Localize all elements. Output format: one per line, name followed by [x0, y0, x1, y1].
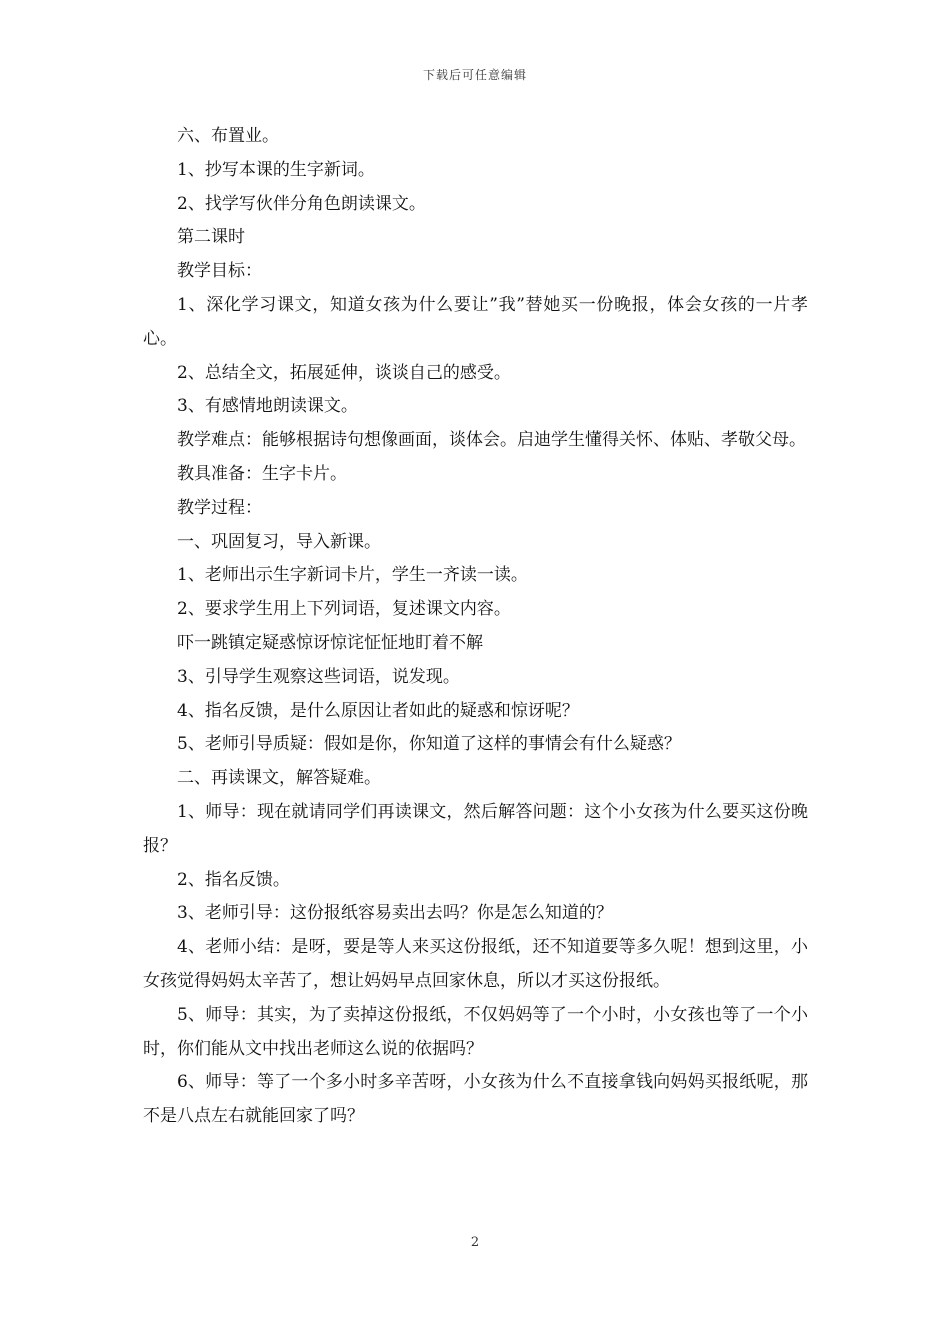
paragraph: 六、布置业。	[177, 126, 279, 146]
paragraph: 1、深化学习课文，知道女孩为什么要让”我”替她买一份晚报，体会女孩的一片孝心。	[143, 294, 808, 349]
paragraph: 2、指名反馈。	[177, 869, 290, 890]
paragraph: 教具准备：生字卡片。	[177, 463, 347, 484]
paragraph: 1、抄写本课的生字新词。	[177, 159, 375, 180]
paragraph: 2、总结全文，拓展延伸，谈谈自己的感受。	[177, 362, 511, 383]
page-number: 2	[470, 1235, 480, 1250]
paragraph: 4、老师小结：是呀，要是等人来买这份报纸，还不知道要等多久呢！想到这里，小女孩觉得妈妈太辛苦了，想让妈妈早点回家休息，所以才买这份报纸。	[143, 937, 808, 991]
paragraph: 2、要求学生用上下列词语，复述课文内容。	[177, 599, 511, 620]
section-heading: 第二课时	[177, 227, 245, 248]
paragraph: 教学目标：	[177, 261, 262, 282]
paragraph: 6、师导：等了一个多小时多辛苦呀，小女孩为什么不直接拿钱向妈妈买报纸呢，那不是八点左右就能回家了吗？	[143, 1072, 808, 1127]
paragraph: 1、老师出示生字新词卡片，学生一齐读一读。	[177, 565, 528, 586]
paragraph: 1、师导：现在就请同学们再读课文，然后解答问题：这个小女孩为什么要买这份晚报？	[143, 801, 808, 856]
document-body	[143, 120, 808, 1134]
paragraph: 教学过程：	[177, 497, 262, 518]
page-header: 下载后可任意编辑	[422, 68, 527, 82]
paragraph: 二、再读课文，解答疑难。	[177, 768, 381, 789]
paragraph: 4、指名反馈，是什么原因让者如此的疑惑和惊讶呢？	[177, 700, 579, 721]
paragraph: 3、有感情地朗读课文。	[177, 396, 358, 417]
paragraph: 5、师导：其实，为了卖掉这份报纸，不仅妈妈等了一个小时，小女孩也等了一个小时，你们能从文中找出老师这么说的依据吗？	[143, 1004, 808, 1059]
paragraph: 一、巩固复习，导入新课。	[177, 531, 381, 552]
paragraph: 吓一跳镇定疑惑惊讶惊诧怔怔地盯着不解	[177, 632, 483, 653]
paragraph: 3、引导学生观察这些词语，说发现。	[177, 666, 460, 687]
paragraph: 教学难点：能够根据诗句想像画面，谈体会。启迪学生懂得关怀、体贴、孝敬父母。	[177, 430, 806, 451]
paragraph: 2、找学写伙伴分角色朗读课文。	[177, 193, 426, 214]
paragraph: 3、老师引导：这份报纸容易卖出去吗？你是怎么知道的？	[177, 903, 613, 924]
paragraph: 5、老师引导质疑：假如是你，你知道了这样的事情会有什么疑惑？	[177, 734, 681, 755]
